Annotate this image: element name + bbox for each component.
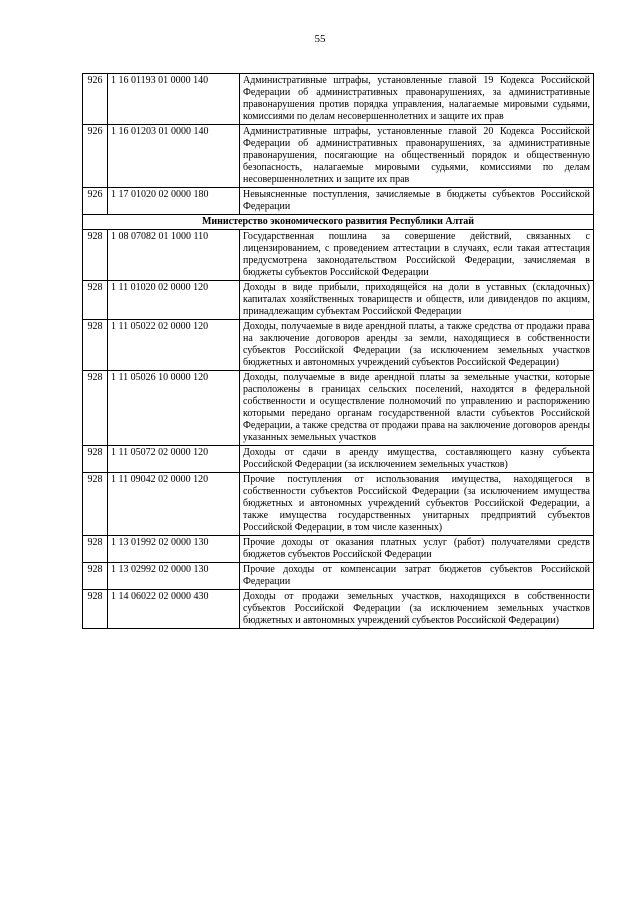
admin-code-cell: 928 (83, 473, 108, 536)
description-cell: Прочие поступления от использования имущества, находящегося в собственности субъектов Российской Федерации (за исключением имущества бюджетных и автономных учреждений субъектов Российской Федерации, а также имущества государственных унитарных предприятий субъектов Российской Федерации, в том числе казенных) (240, 473, 594, 536)
revenue-code-cell: 1 11 01020 02 0000 120 (108, 281, 240, 320)
table-row (83, 230, 594, 281)
description-cell: Административные штрафы, установленные главой 19 Кодекса Российской Федерации об административных правонарушениях, за административные правонарушения против порядка управления, налагаемые мировыми судьями, комиссиями по делам несовершеннолетних и защите их прав (240, 74, 594, 125)
table-row (83, 473, 594, 536)
admin-code-cell: 928 (83, 371, 108, 446)
description-cell: Доходы, получаемые в виде арендной платы за земельные участки, которые расположены в границах сельских поселений, находятся в федеральной собственности и осуществление полномочий по управлению и распоряжению которыми передано органам государственной власти субъектов Российской Федерации, а также средства от продажи права на заключение договоров аренды указанных земельных участков (240, 371, 594, 446)
revenue-code-cell: 1 16 01193 01 0000 140 (108, 74, 240, 125)
page-number: 55 (314, 33, 326, 45)
admin-code-cell: 926 (83, 188, 108, 215)
table-row (83, 320, 594, 371)
admin-code-cell: 928 (83, 320, 108, 371)
revenue-code-cell: 1 08 07082 01 1000 110 (108, 230, 240, 281)
description-cell: Доходы от продажи земельных участков, находящихся в собственности субъектов Российской Федерации (за исключением земельных участков бюджетных и автономных учреждений субъектов Российской Федерации) (240, 590, 594, 629)
section-row (83, 215, 594, 230)
table-row (83, 188, 594, 215)
revenue-code-cell: 1 11 05072 02 0000 120 (108, 446, 240, 473)
revenue-code-cell: 1 11 05022 02 0000 120 (108, 320, 240, 371)
table-row (83, 563, 594, 590)
table-row (83, 590, 594, 629)
description-cell: Доходы, получаемые в виде арендной платы, а также средства от продажи права на заключение договоров аренды за земли, находящиеся в собственности субъектов Российской Федерации (за исключением земельных участков бюджетных и автономных учреждений субъектов Российской Федерации) (240, 320, 594, 371)
table-row (83, 371, 594, 446)
admin-code-cell: 928 (83, 536, 108, 563)
revenue-code-cell: 1 13 01992 02 0000 130 (108, 536, 240, 563)
table-body (83, 74, 594, 629)
budget-revenue-table (82, 73, 594, 629)
description-cell: Доходы от сдачи в аренду имущества, составляющего казну субъекта Российской Федерации (за исключением земельных участков) (240, 446, 594, 473)
admin-code-cell: 928 (83, 590, 108, 629)
section-heading: Министерство экономического развития Республики Алтай (83, 215, 594, 230)
revenue-code-cell: 1 17 01020 02 0000 180 (108, 188, 240, 215)
description-cell: Доходы в виде прибыли, приходящейся на доли в уставных (складочных) капиталах хозяйственных товариществ и обществ, или дивидендов по акциям, принадлежащим субъектам Российской Федерации (240, 281, 594, 320)
description-cell: Прочие доходы от компенсации затрат бюджетов субъектов Российской Федерации (240, 563, 594, 590)
table-row (83, 281, 594, 320)
revenue-code-cell: 1 16 01203 01 0000 140 (108, 125, 240, 188)
table-row (83, 74, 594, 125)
table-row (83, 536, 594, 563)
admin-code-cell: 926 (83, 125, 108, 188)
admin-code-cell: 926 (83, 74, 108, 125)
table-row (83, 125, 594, 188)
admin-code-cell: 928 (83, 446, 108, 473)
description-cell: Административные штрафы, установленные главой 20 Кодекса Российской Федерации об административных правонарушениях, за административные правонарушения, посягающие на общественный порядок и общественную безопасность, налагаемые мировыми судьями, комиссиями по делам несовершеннолетних и защите их прав (240, 125, 594, 188)
revenue-code-cell: 1 11 05026 10 0000 120 (108, 371, 240, 446)
description-cell: Невыясненные поступления, зачисляемые в бюджеты субъектов Российской Федерации (240, 188, 594, 215)
table-row (83, 446, 594, 473)
admin-code-cell: 928 (83, 230, 108, 281)
description-cell: Государственная пошлина за совершение действий, связанных с лицензированием, с проведением аттестации в случаях, если такая аттестация предусмотрена законодательством Российской Федерации, зачисляемая в бюджеты субъектов Российской Федерации (240, 230, 594, 281)
admin-code-cell: 928 (83, 281, 108, 320)
revenue-code-cell: 1 13 02992 02 0000 130 (108, 563, 240, 590)
description-cell: Прочие доходы от оказания платных услуг (работ) получателями средств бюджетов субъектов Российской Федерации (240, 536, 594, 563)
admin-code-cell: 928 (83, 563, 108, 590)
revenue-code-cell: 1 14 06022 02 0000 430 (108, 590, 240, 629)
revenue-code-cell: 1 11 09042 02 0000 120 (108, 473, 240, 536)
